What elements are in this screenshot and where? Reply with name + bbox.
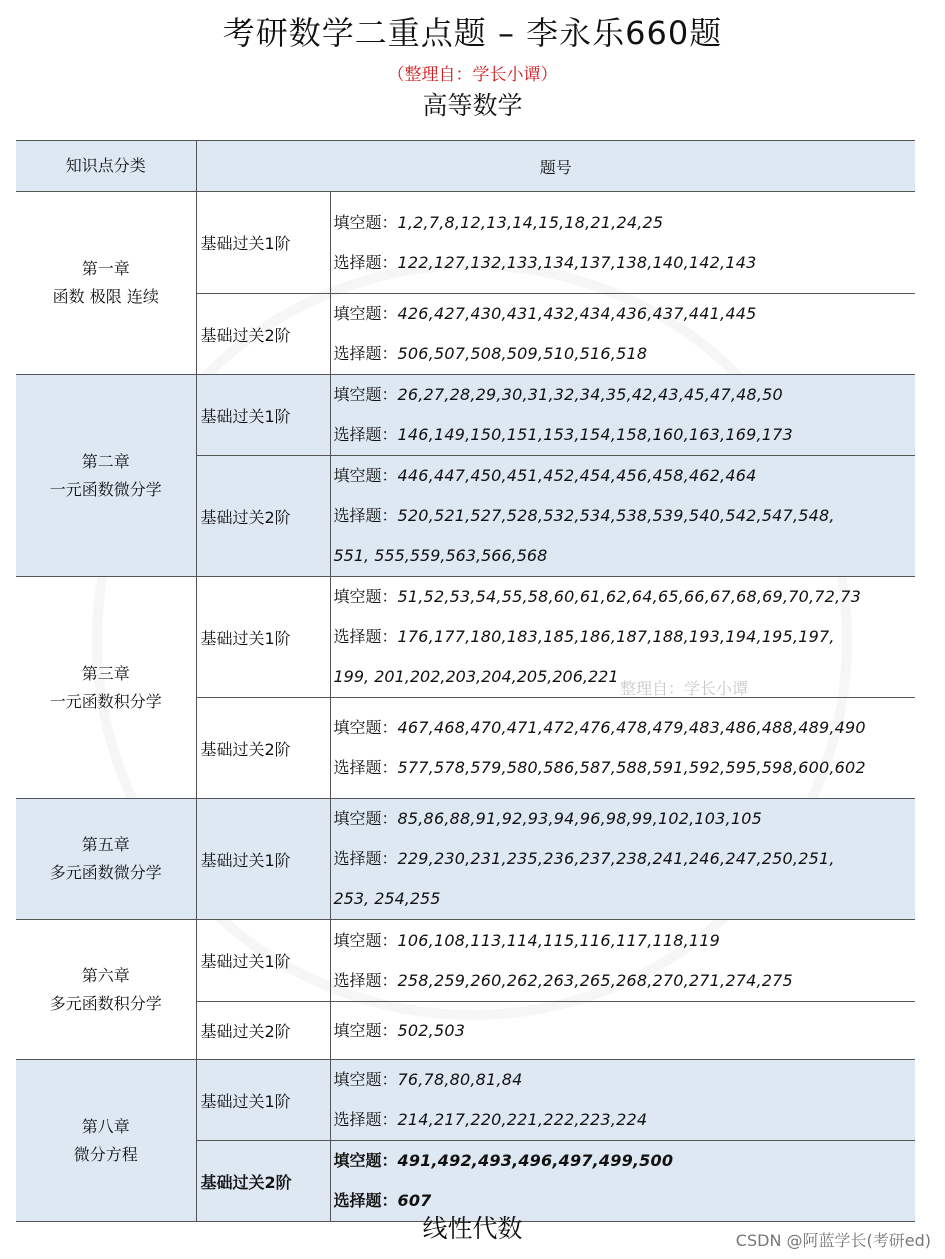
chapter-topic: 一元函数积分学 [49,691,162,711]
question-line [334,415,916,455]
source-note: （整理自：学长小谭） [387,65,558,85]
question-line [334,708,916,748]
question-numbers: 214,217,220,221,222,223,224 [397,1110,648,1129]
question-numbers-cell [330,698,915,799]
question-type-label: 填空题： [333,587,398,606]
question-type-label: 填空题： [333,1070,398,1089]
question-numbers: 229,230,231,235,236,237,238,241,246,247,250,251, [397,849,835,868]
chapter-topic: 多元函数微分学 [49,863,162,882]
question-numbers-cell [330,192,915,294]
question-line [334,375,916,415]
table-row [16,375,915,456]
level-label: 基础过关1阶 [196,375,330,456]
question-numbers: 146,149,150,151,153,154,158,160,163,169,173 [397,425,793,444]
question-line [334,456,916,496]
question-line [334,1011,916,1051]
question-numbers: 506,507,508,509,510,516,518 [397,344,648,363]
question-numbers-cell [330,1060,915,1141]
question-numbers-continued: 551, 555,559,563,566,568 [333,546,548,565]
question-line [334,334,916,374]
question-numbers: 26,27,28,29,30,31,32,34,35,42,43,45,47,48,50 [397,385,783,404]
question-type-label: 填空题： [333,466,398,485]
question-line [334,617,916,657]
level-label: 基础过关1阶 [196,192,330,294]
question-line [334,294,916,334]
question-table [16,140,915,1222]
section-heading-linear-algebra: 线性代数 [422,1214,523,1243]
chapter-cell [16,799,196,920]
chapter-topic: 一元函数微分学 [49,479,162,499]
question-type-label: 填空题： [333,385,398,404]
level-label: 基础过关2阶 [196,698,330,799]
question-line [334,243,916,283]
chapter-number: 第五章 [81,835,130,854]
question-type-label: 选择题： [333,758,398,777]
question-numbers: 491,492,493,496,497,499,500 [397,1151,674,1170]
table-row [16,799,915,920]
question-numbers: 106,108,113,114,115,116,117,118,119 [397,930,721,950]
table-header-row [16,141,915,192]
question-numbers: 85,86,88,91,92,93,94,96,98,99,102,103,105 [397,809,762,828]
chapter-number: 第二章 [81,451,130,471]
question-numbers: 258,259,260,262,263,265,268,270,271,274,275 [397,970,793,990]
footer-credit: CSDN @阿蓝学长(考研ed) [735,1231,931,1250]
question-numbers: 520,521,527,528,532,534,538,539,540,542,547,548, [397,506,835,525]
header-numbers: 题号 [196,141,915,192]
question-type-label: 填空题： [333,1020,398,1040]
question-numbers-cell [330,456,915,577]
question-numbers-continued: 199, 201,202,203,204,205,206,221 [333,667,619,686]
question-numbers-cell [330,375,915,456]
level-label: 基础过关2阶 [196,1141,330,1222]
question-numbers-cell [330,294,915,375]
question-line [334,203,916,243]
chapter-topic: 多元函数积分学 [49,993,162,1013]
chapter-cell [16,375,196,577]
question-type-label: 选择题： [333,1191,398,1210]
question-line [334,921,916,961]
question-line [334,496,916,536]
question-numbers: 607 [397,1191,432,1210]
level-label: 基础过关1阶 [196,577,330,698]
chapter-topic: 微分方程 [73,1144,138,1164]
question-numbers: 76,78,80,81,84 [397,1070,523,1089]
question-numbers: 122,127,132,133,134,137,138,140,142,143 [397,252,757,272]
table-row [16,920,915,1002]
question-numbers-cell [330,1002,915,1060]
chapter-cell [16,1060,196,1222]
question-type-label: 填空题： [333,718,398,737]
chapter-topic: 函数 极限 连续 [52,287,159,306]
table-row [16,1060,915,1141]
question-numbers: 446,447,450,451,452,454,456,458,462,464 [397,466,757,485]
question-type-label: 填空题： [333,1151,398,1170]
question-numbers: 1,2,7,8,12,13,14,15,18,21,24,25 [397,212,664,232]
chapter-cell [16,920,196,1060]
chapter-number: 第八章 [81,1116,130,1136]
question-type-label: 选择题： [333,425,398,444]
question-type-label: 填空题： [333,304,398,323]
level-label: 基础过关2阶 [196,1002,330,1060]
question-numbers: 176,177,180,183,185,186,187,188,193,194,195,197, [397,627,835,646]
question-line [334,1100,916,1140]
table-body [16,192,915,1222]
question-numbers: 502,503 [397,1020,466,1040]
question-line [334,577,916,617]
chapter-number: 第一章 [81,259,130,278]
level-label: 基础过关1阶 [196,1060,330,1141]
level-label: 基础过关1阶 [196,799,330,920]
question-numbers-cell [330,799,915,920]
question-line [334,961,916,1001]
question-numbers: 426,427,430,431,432,434,436,437,441,445 [397,304,757,323]
question-type-label: 选择题： [333,627,398,646]
chapter-number: 第六章 [81,965,130,985]
page-title: 考研数学二重点题 – 李永乐660题 [222,14,723,52]
question-type-label: 填空题： [333,809,398,828]
question-numbers: 467,468,470,471,472,476,478,479,483,486,488,489,490 [397,718,866,737]
table-row [16,577,915,698]
question-type-label: 选择题： [333,849,398,868]
question-type-label: 填空题： [333,930,398,950]
question-type-label: 选择题： [333,252,398,272]
table-row [16,192,915,294]
question-type-label: 选择题： [333,1110,398,1129]
question-numbers: 51,52,53,54,55,58,60,61,62,64,65,66,67,68,69,70,72,73 [397,587,862,606]
level-label: 基础过关1阶 [196,920,330,1002]
header-category: 知识点分类 [16,141,196,192]
level-label: 基础过关2阶 [196,294,330,375]
question-line [334,1060,916,1100]
question-numbers-cell [330,920,915,1002]
question-type-label: 选择题： [333,506,398,525]
question-line [334,799,916,839]
question-type-label: 选择题： [333,970,398,990]
section-heading-calculus: 高等数学 [422,91,523,120]
question-type-label: 填空题： [333,212,398,232]
question-type-label: 选择题： [333,344,398,363]
level-label: 基础过关2阶 [196,456,330,577]
question-numbers-continued: 253, 254,255 [333,889,441,908]
question-line [334,748,916,788]
chapter-cell [16,192,196,375]
question-numbers: 577,578,579,580,586,587,588,591,592,595,598,600,602 [397,758,866,777]
question-line [334,1141,916,1181]
chapter-cell [16,577,196,799]
watermark-text: 整理自：学长小谭 [620,679,749,698]
question-line [334,839,916,879]
chapter-number: 第三章 [81,663,130,683]
